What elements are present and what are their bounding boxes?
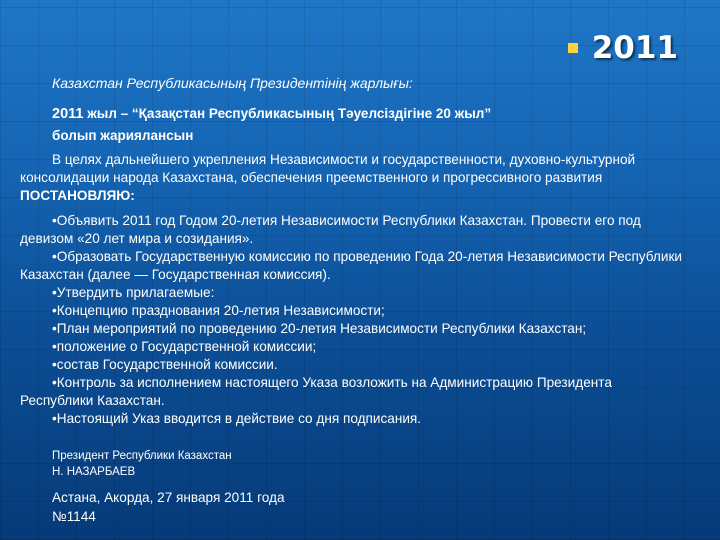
list-item: •Объявить 2011 год Годом 20-летия Независимости Республики Казахстан. Провести его под девизом «20 лет мира и созидания». — [20, 213, 641, 246]
list-item: •Образовать Государственную комиссию по проведению Года 20-летия Независимости Республики Казахстан (далее — Государственная комиссия). — [20, 249, 682, 282]
decree-year: 2011 — [52, 106, 84, 122]
decree-items — [20, 212, 682, 428]
decree-title-line1: жыл – “Қазақстан Республикасының Тәуелсіздігіне 20 жыл” — [87, 106, 492, 121]
decree-title-line2: болып жариялансын — [52, 128, 194, 143]
intro-text: В целях дальнейшего укрепления Независимости и государственности, духовно-культурной консолидации народа Казахстана, обеспечения преемственного и прогрессивного развития — [20, 152, 636, 185]
list-item: •Настоящий Указ вводится в действие со дня подписания. — [52, 411, 422, 426]
list-item: •положение о Государственной комиссии; — [52, 339, 317, 354]
decree-title — [52, 103, 612, 147]
intro-bold: ПОСТАНОВЛЯЮ: — [20, 188, 135, 203]
president-decree-heading: Казахстан Республикасының Президентінің жарлығы: — [52, 75, 413, 91]
title-text: 2011 — [591, 30, 678, 66]
list-item: •План мероприятий по проведению 20-летия Независимости Республики Казахстан; — [52, 321, 587, 336]
list-item: •состав Государственной комиссии. — [52, 357, 278, 372]
signature-title: Президент Республики Казахстан — [52, 450, 232, 462]
decree-number: №1144 — [52, 509, 96, 524]
slide-title — [568, 30, 678, 66]
signature-block — [52, 448, 232, 480]
signature-name: Н. НАЗАРБАЕВ — [52, 466, 136, 478]
place-date: Астана, Акорда, 27 января 2011 года — [52, 490, 285, 505]
intro-paragraph — [20, 151, 682, 205]
list-item: •Контроль за исполнением настоящего Указа возложить на Администрацию Президента Республики Казахстан. — [20, 375, 612, 408]
list-item: •Концепцию празднования 20-летия Независимости; — [52, 303, 385, 318]
list-item: •Утвердить прилагаемые: — [52, 285, 215, 300]
square-bullet-icon — [568, 43, 578, 53]
place-date-block — [52, 488, 285, 526]
